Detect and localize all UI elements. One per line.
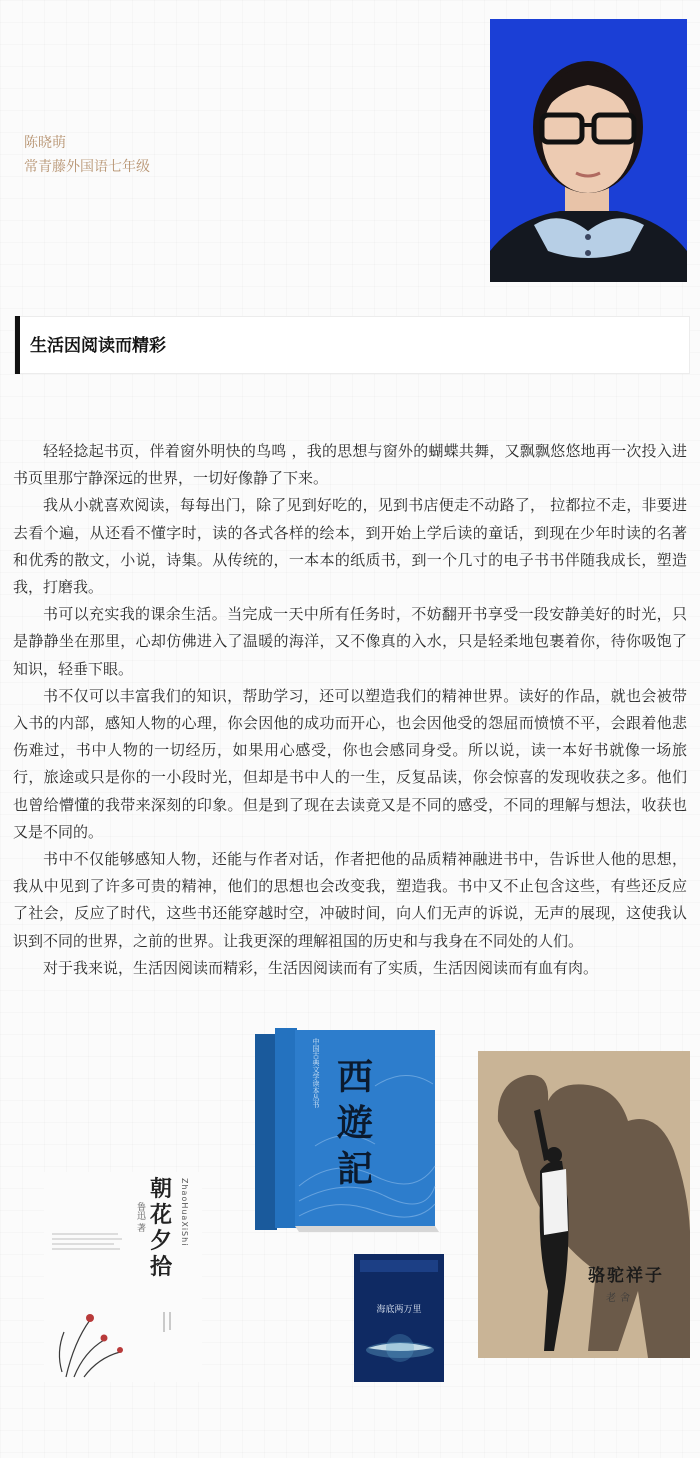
zhaohua-title: 朝花夕拾 (150, 1176, 173, 1280)
zhaohua-pinyin: ZhaoHuaXiShi (180, 1178, 189, 1247)
paragraph-2: 我从小就喜欢阅读，每每出门，除了见到好吃的，见到书店便走不动路了， 拉都拉不走，非要进去看个遍，从还看不懂字时，读的各式各样的绘本，到开始上学后读的童话，到现在少年时读的名著和优秀的散文，小说，诗集。从传统的，一本本的纸质书，到一个几寸的电子书书伴随我成长，塑造我，打磨我。 (13, 496, 687, 597)
zhaohua-cover-art (44, 1172, 202, 1382)
haidi-title: 海底两万里 (376, 1305, 422, 1315)
paragraph-5: 书中不仅能够感知人物，还能与作者对话，作者把他的品质精神融进书中，告诉世人他的思想，我从中见到了许多可贵的精神，他们的思想也会改变我，塑造我。书中又不止包含这些，有些还反应了社会，反应了时代，这些书还能穿越时空，冲破时间，向人们无声的诉说，无声的展现，这使我认识到不同的世界，之前的世界。让我更深的理解祖国的历史和与我身在不同处的人们。 (13, 850, 687, 950)
book-cover-xiyouji (255, 1026, 441, 1232)
author-portrait (490, 19, 687, 282)
book-cover-luotuo (478, 1051, 690, 1358)
paragraph-4: 书不仅可以丰富我们的知识，帮助学习，还可以塑造我们的精神世界。读好的作品，就也会被带入书的内部，感知人物的心理，你会因他的成功而开心，也会因他受的怨屈而愤愤不平，会跟着他悲伤难过，书中人物的一切经历，如果用心感受，你也会感同身受。所以说，读一本好书就像一场旅行，旅途或只是你的一小段时光，但却是书中人的一生，反复品读，你会惊喜的发现收获之多。他们也曾给懵懂的我带来深刻的印象。但是到了现在去读竟又是不同的感受，不同的理解与想法，收获也又是不同的。 (13, 686, 687, 841)
zhaohua-author: 鲁迅 著 (135, 1202, 145, 1232)
luotuo-author: 老舍 (606, 1293, 634, 1304)
book-cover-zhaohua (44, 1172, 202, 1382)
xiyouji-title: 西遊記 (336, 1056, 373, 1190)
paragraph-6: 对于我来说，生活因阅读而精彩，生活因阅读而有了实质，生活因阅读而有血有肉。 (43, 958, 599, 977)
article-title: 生活因阅读而精彩 (30, 336, 166, 356)
portrait-illustration (490, 19, 687, 282)
author-name: 陈晓萌 (24, 135, 66, 151)
xiyouji-series: 中国古典文学读本丛书 (312, 1038, 320, 1108)
section-title-bar (14, 316, 690, 374)
book-cover-haidi (354, 1254, 444, 1382)
luotuo-cover-art (478, 1051, 690, 1358)
luotuo-title: 骆驼祥子 (588, 1266, 664, 1286)
author-info (24, 131, 150, 179)
title-accent-bar (15, 316, 20, 374)
article-body (13, 438, 687, 982)
paragraph-3: 书可以充实我的课余生活。当完成一天中所有任务时，不妨翻开书享受一段安静美好的时光，只是静静坐在那里，心却仿佛进入了温暖的海洋，又不像真的入水，只是轻柔地包裹着你，待你吸饱了知识，轻垂下眼。 (13, 605, 687, 678)
paragraph-1: 轻轻捻起书页，伴着窗外明快的鸟鸣 ，我的思想与窗外的蝴蝶共舞，又飘飘悠悠地再一次投入进书页里那宁静深远的世界，一切好像静了下来。 (13, 442, 687, 488)
author-school-grade: 常青藤外国语七年级 (24, 159, 150, 175)
haidi-cover-art (354, 1254, 444, 1382)
